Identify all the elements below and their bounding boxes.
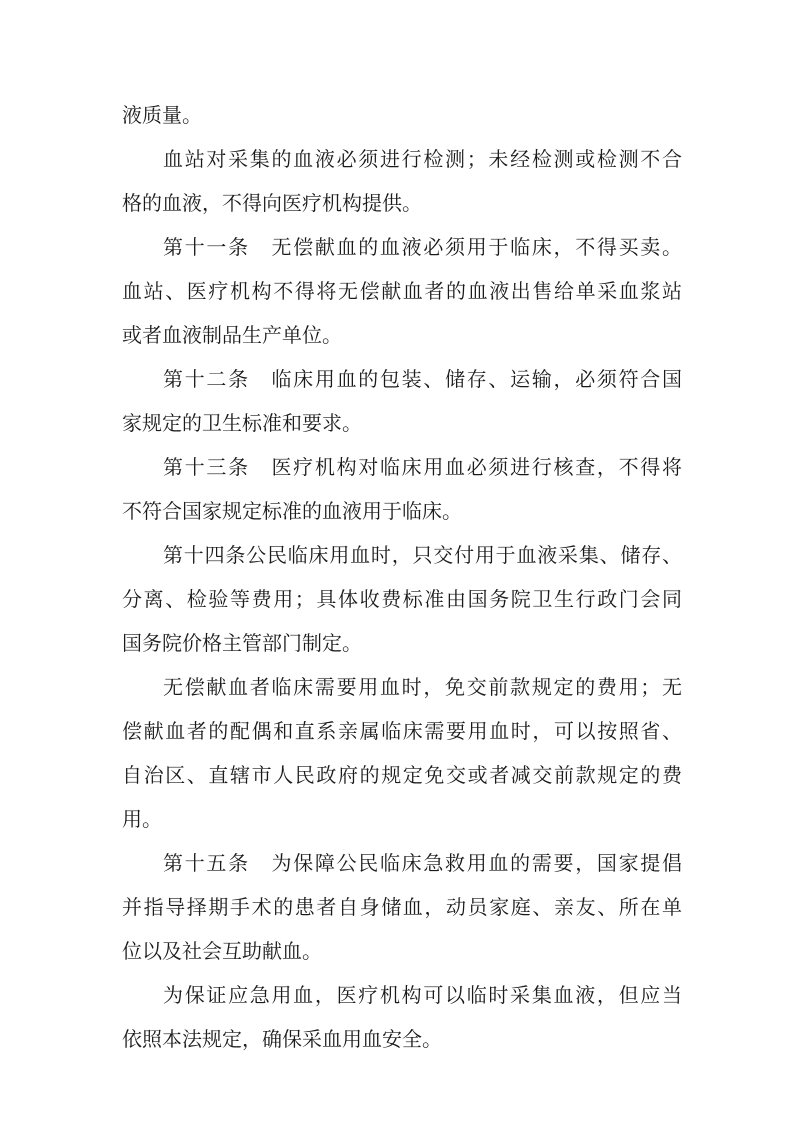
article-13-line: 第十三条 医疗机构对临床用血必须进行核查，不得将 (163, 455, 682, 479)
text-line: 不符合国家规定标准的血液用于临床。 (122, 499, 462, 523)
article-12-line: 第十二条 临床用血的包装、储存、运输，必须符合国 (163, 367, 682, 391)
text-line: 无偿献血者临床需要用血时，免交前款规定的费用；无 (163, 675, 682, 699)
text-line: 家规定的卫生标准和要求。 (122, 411, 362, 435)
text-line: 分离、检验等费用；具体收费标准由国务院卫生行政门会同 (122, 587, 682, 611)
text-line: 偿献血者的配偶和直系亲属临床需要用血时，可以按照省、 (122, 719, 682, 743)
article-11-line: 第十一条 无偿献血的血液必须用于临床，不得买卖。 (163, 235, 682, 259)
text-line: 为保证应急用血，医疗机构可以临时采集血液，但应当 (163, 983, 682, 1007)
text-line: 位以及社会互助献血。 (122, 939, 322, 963)
text-line: 血站、医疗机构不得将无偿献血者的血液出售给单采血浆站 (122, 279, 682, 303)
text-line: 国务院价格主管部门制定。 (122, 631, 362, 655)
text-line: 或者血液制品生产单位。 (122, 323, 342, 347)
text-line: 依照本法规定，确保采血用血安全。 (122, 1027, 442, 1051)
text-line: 并指导择期手术的患者自身储血，动员家庭、亲友、所在单 (122, 895, 682, 919)
text-line: 血站对采集的血液必须进行检测；未经检测或检测不合 (163, 147, 682, 171)
text-line: 自治区、直辖市人民政府的规定免交或者减交前款规定的费 (122, 763, 682, 787)
article-15-line: 第十五条 为保障公民临床急救用血的需要，国家提倡 (163, 851, 682, 875)
article-14-line: 第十四条公民临床用血时，只交付用于血液采集、储存、 (163, 543, 682, 567)
text-line: 液质量。 (122, 103, 202, 127)
text-line: 用。 (122, 807, 162, 831)
text-line: 格的血液，不得向医疗机构提供。 (122, 191, 422, 215)
